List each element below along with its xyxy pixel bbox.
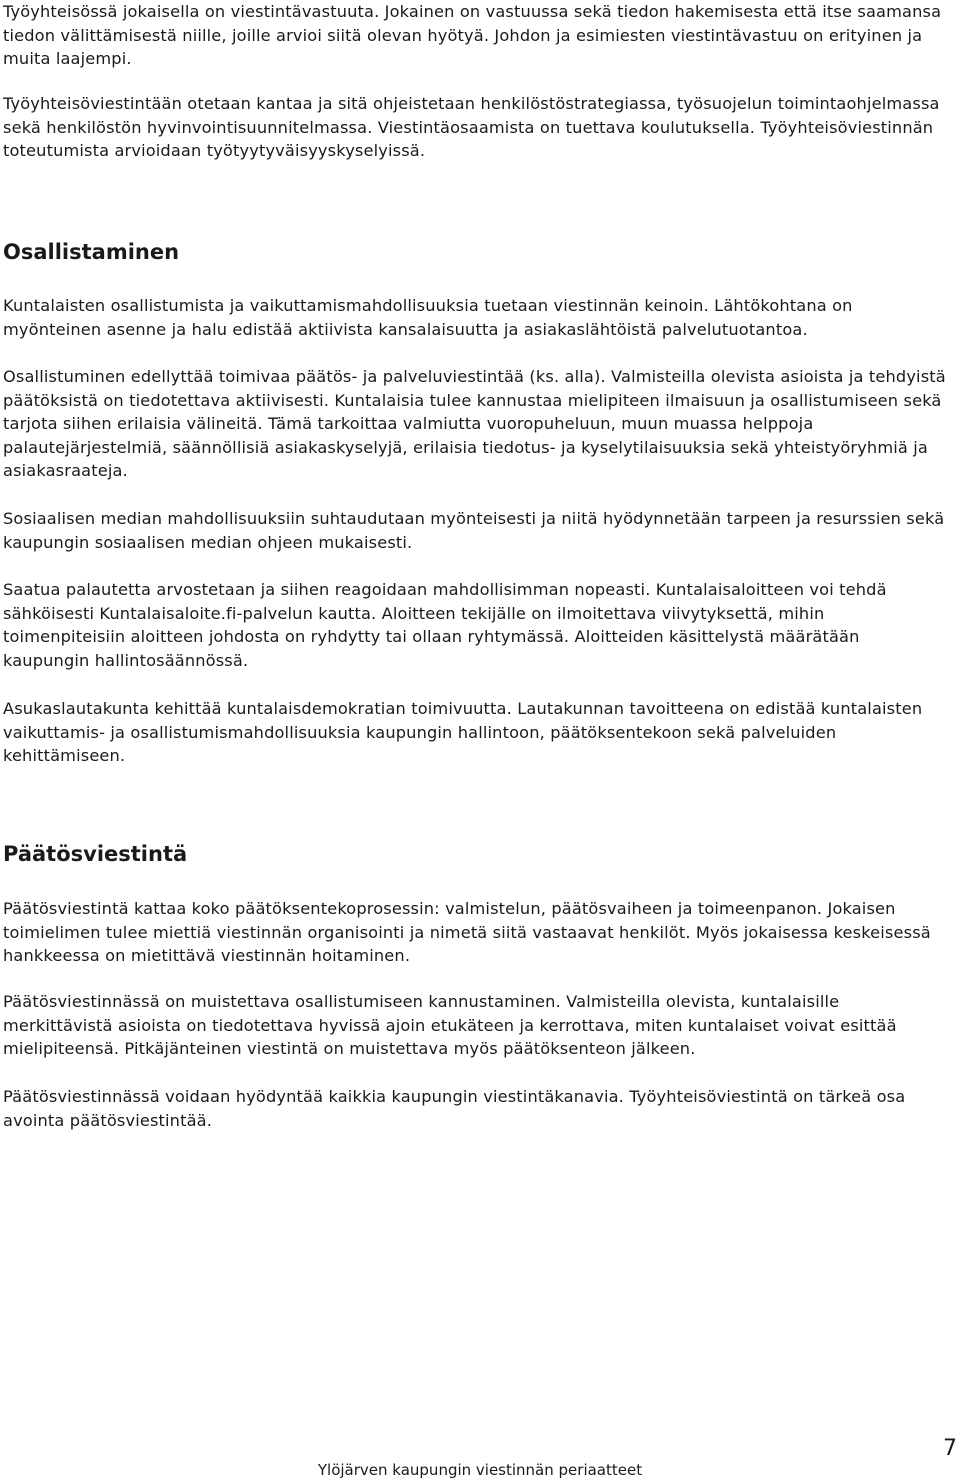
osallistaminen-paragraph-2: Osallistuminen edellyttää toimivaa päätös- ja palveluviestintää (ks. alla). Valmisteilla olevista asioista ja tehdyistä päätöksistä on tiedotettava aktiivisesti. Kuntalaisia tulee kannustaa mielipiteen ilmaisuun ja osallistumiseen sekä tarjota siihen erilaisia välineitä. Tämä tarkoittaa valmiutta vuoropuheluun, muun muassa helppoja palautejärjestelmiä, säännöllisiä asiakaskyselyjä, erilaisia tiedotus- ja kyselytilaisuuksia sekä yhteistyöryhmiä ja asiakasraateja.: [3, 367, 946, 480]
paatosviestinta-paragraph-1: Päätösviestintä kattaa koko päätöksentekoprosessin: valmistelun, päätösvaiheen ja toimeenpanon. Jokaisen toimielimen tulee miettiä viestinnän organisointi ja nimetä siitä vastaavat henkilöt. Myös jokaisessa keskeisessä hankkeessa on mietittävä viestinnän hoitaminen.: [3, 899, 931, 965]
osallistaminen-paragraph-5: Asukaslautakunta kehittää kuntalaisdemokratian toimivuutta. Lautakunnan tavoitteena on edistää kuntalaisten vaikuttamis- ja osallistumismahdollisuuksia kaupungin hallintoon, päätöksentekoon sekä palveluiden kehittämiseen.: [3, 699, 923, 765]
intro-paragraph-1: Työyhteisössä jokaisella on viestintävastuuta. Jokainen on vastuussa sekä tiedon hakemisesta että itse saamansa tiedon välittämisestä niille, joille arvioi siitä olevan hyötyä. Johdon ja esimiesten viestintävastuu on erityinen ja muita laajempi.: [3, 2, 942, 68]
paatosviestinta-paragraph-3: Päätösviestinnässä voidaan hyödyntää kaikkia kaupungin viestintäkanavia. Työyhteisöviestintä on tärkeä osa avointa päätösviestintää.: [3, 1087, 906, 1130]
intro-paragraph-2: Työyhteisöviestintään otetaan kantaa ja sitä ohjeistetaan henkilöstöstrategiassa, työsuojelun toimintaohjelmassa sekä henkilöstön hyvinvointisuunnitelmassa. Viestintäosaamista on tuettava koulutuksella. Työyhteisöviestinnän toteutumista arvioidaan työtyytyväisyyskyselyissä.: [3, 94, 940, 160]
page-number: 7: [943, 1436, 957, 1461]
section-heading-paatosviestinta: Päätösviestintä: [3, 842, 188, 866]
footer-document-title: Ylöjärven kaupungin viestinnän periaatteet: [317, 1461, 643, 1479]
osallistaminen-paragraph-4: Saatua palautetta arvostetaan ja siihen reagoidaan mahdollisimman nopeasti. Kuntalaisaloitteen voi tehdä sähköisesti Kuntalaisaloite.fi-palvelun kautta. Aloitteen tekijälle on ilmoitettava viivytyksettä, mihin toimenpiteisiin aloitteen johdosta on ryhdytty tai ollaan ryhtymässä. Aloitteiden käsittelystä määrätään kaupungin hallintosäännössä.: [3, 580, 887, 670]
paatosviestinta-paragraph-2: Päätösviestinnässä on muistettava osallistumiseen kannustaminen. Valmisteilla olevista, kuntalaisille merkittävistä asioista on tiedotettava hyvissä ajoin etukäteen ja kerrottava, miten kuntalaiset voivat esittää mielipiteensä. Pitkäjänteinen viestintä on muistettava myös päätöksenteon jälkeen.: [3, 992, 897, 1058]
osallistaminen-paragraph-3: Sosiaalisen median mahdollisuuksiin suhtaudutaan myönteisesti ja niitä hyödynnetään tarpeen ja resurssien sekä kaupungin sosiaalisen median ohjeen mukaisesti.: [3, 509, 945, 552]
section-heading-osallistaminen: Osallistaminen: [3, 240, 180, 264]
osallistaminen-paragraph-1: Kuntalaisten osallistumista ja vaikuttamismahdollisuuksia tuetaan viestinnän keinoin. Lähtökohtana on myönteinen asenne ja halu edistää aktiivista kansalaisuutta ja asiakaslähtöistä palvelutuotantoa.: [3, 296, 853, 339]
